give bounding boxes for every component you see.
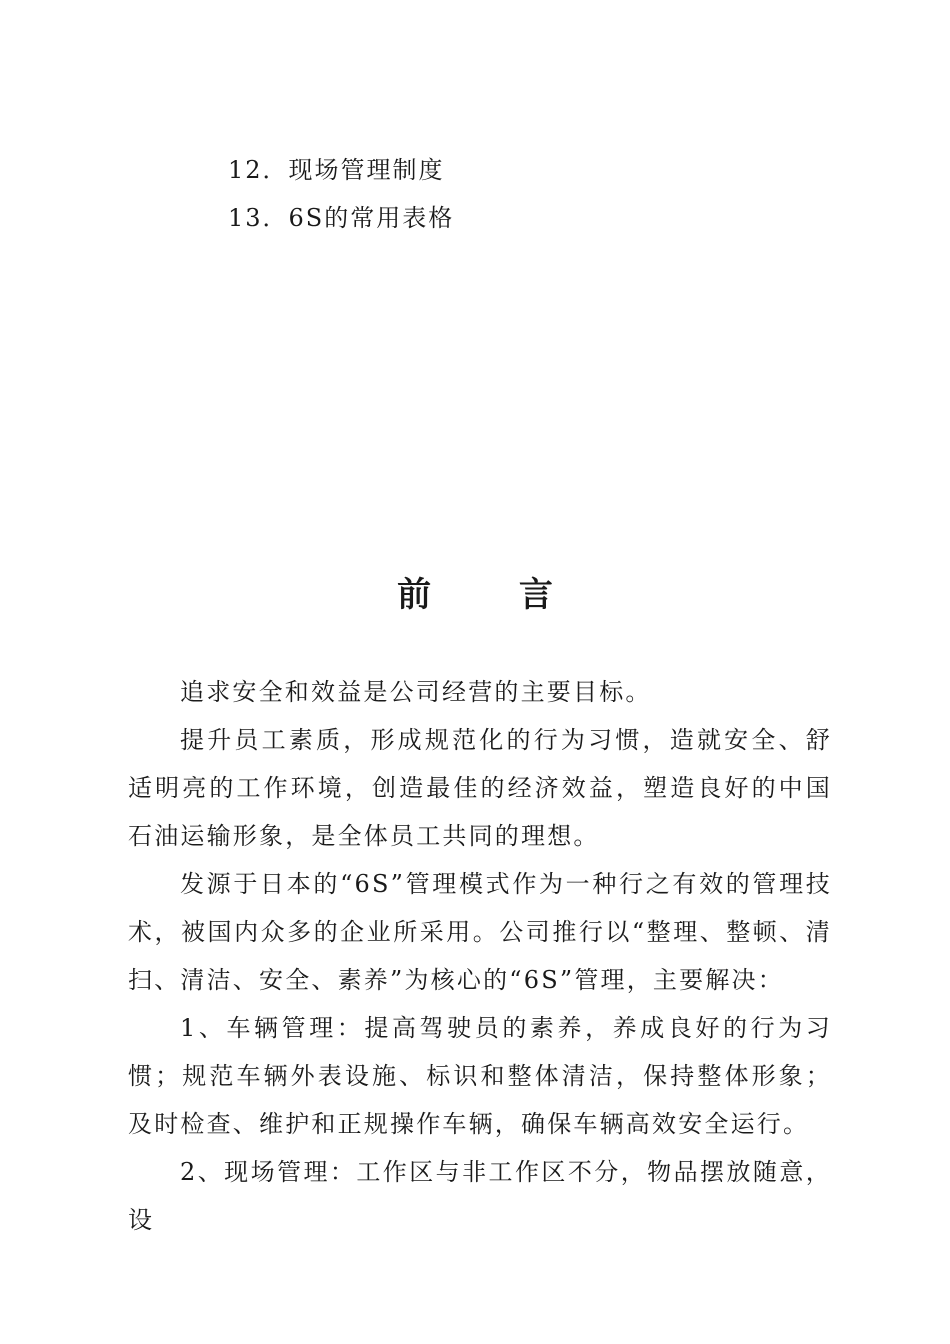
preface-paragraph: 1、车辆管理：提高驾驶员的素养，养成良好的行为习惯；规范车辆外表设施、标识和整体清洁，保持整体形象；及时检查、维护和正规操作车辆，确保车辆高效安全运行。	[128, 1014, 832, 1138]
toc-item-13: 13．6S的常用表格	[228, 204, 455, 232]
preface-paragraph: 提升员工素质，形成规范化的行为习惯，造就安全、舒适明亮的工作环境，创造最佳的经济效益，塑造良好的中国石油运输形象，是全体员工共同的理想。	[128, 726, 832, 850]
preface-paragraph: 追求安全和效益是公司经营的主要目标。	[180, 678, 652, 706]
preface-body	[128, 668, 832, 1244]
toc-item-12: 12．现场管理制度	[228, 156, 445, 184]
preface-paragraph: 发源于日本的“6S”管理模式作为一种行之有效的管理技术，被国内众多的企业所采用。公司推行以“整理、整顿、清扫、清洁、安全、素养”为核心的“6S”管理，主要解决：	[128, 870, 832, 994]
preface-title: 前 言	[397, 575, 591, 615]
table-of-contents	[228, 146, 454, 242]
preface-paragraph: 2、现场管理：工作区与非工作区不分，物品摆放随意，设	[128, 1158, 832, 1234]
